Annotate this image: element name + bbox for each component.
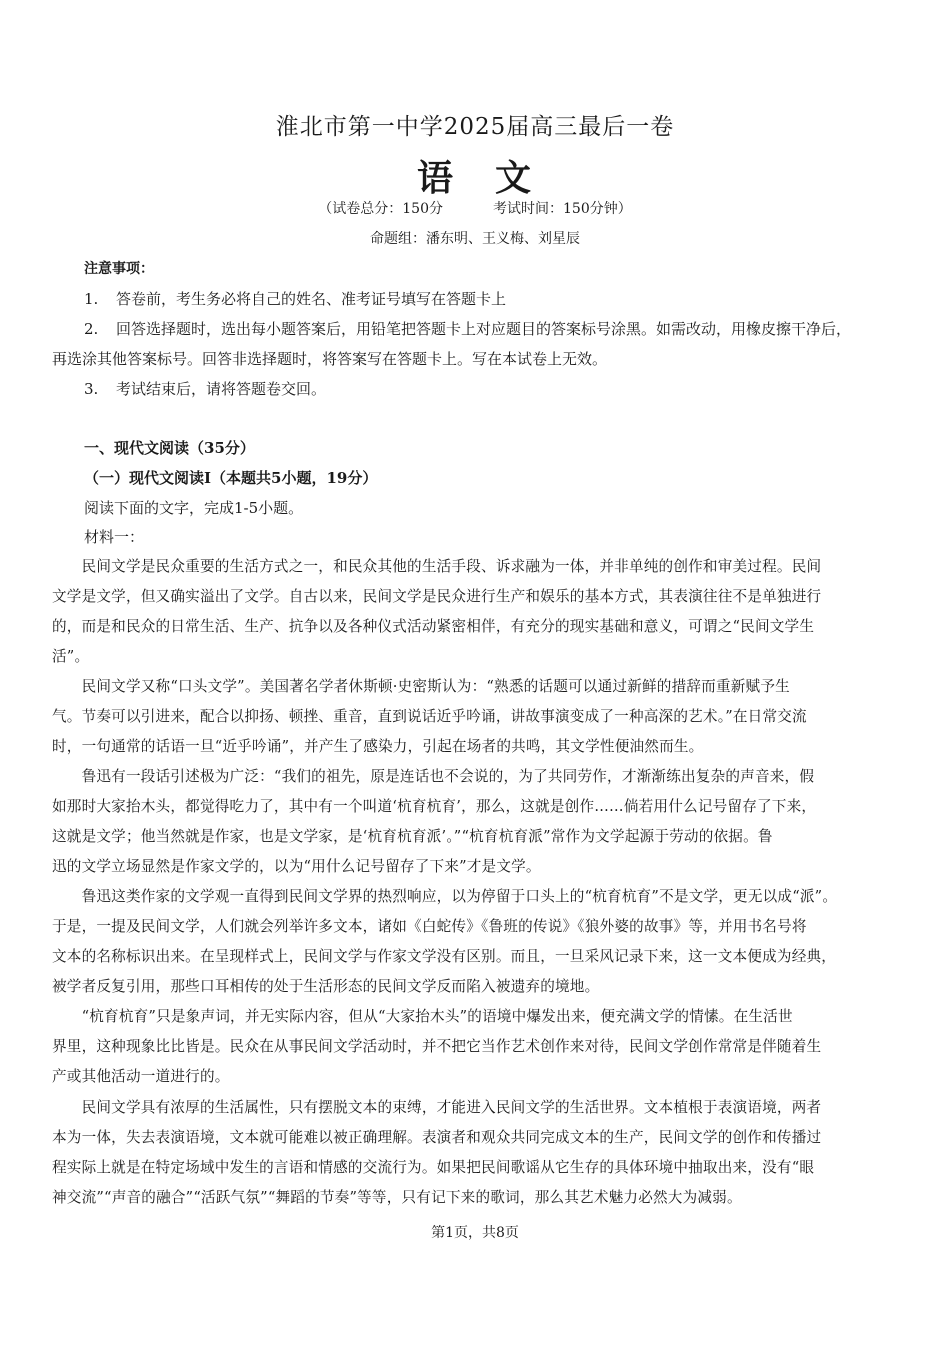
subject-title [0,150,950,201]
notice-number: 3. [84,380,99,398]
material-label: 材料一： [84,528,145,546]
passage-line: 民间文学是民众重要的生活方式之一，和民众其他的生活手段、诉求融为一体，并非单纯的创作和审美过程。民间 [52,558,822,575]
page-footer: 第1页，共8页 [431,1225,519,1241]
notice-text: 再选涂其他答案标号。回答非选择题时，将答案写在答题卡上。写在本试卷上无效。 [52,350,608,368]
passage-line: 鲁迅这类作家的文学观一直得到民间文学界的热烈响应，以为停留于口头上的“杭育杭育”不是文学，更无以成“派”。 [52,888,838,905]
passage-line: 民间文学具有浓厚的生活属性，只有摆脱文本的束缚，才能进入民间文学的生活世界。文本植根于表演语境，两者 [52,1099,822,1116]
passage-line: 这就是文学；他当然就是作家，也是文学家，是‘杭育杭育派’。”“杭育杭育派”常作为文学起源于劳动的依据。鲁 [52,828,773,845]
notice-item [52,288,902,309]
committee: 命题组：潘东明、王义梅、刘星辰 [370,231,580,247]
school-title: 淮北市第一中学2025届高三最后一卷 [275,114,675,140]
notice-number: 2. [84,320,99,338]
passage-line: 文学是文学，但又确实溢出了文学。自古以来，民间文学是民众进行生产和娱乐的基本方式，其表演往往不是单独进行 [52,588,822,605]
subject-char-2: 文 [495,157,534,199]
passage-line: 的，而是和民众的日常生活、生产、抗争以及各种仪式活动紧密相伴，有充分的现实基础和意义，可谓之“民间文学生 [52,618,815,635]
section-title: 一、现代文阅读（35分） [84,439,255,457]
notice-item-continued [52,348,902,369]
notice-text: 答卷前，考生务必将自己的姓名、准考证号填写在答题卡上 [116,290,507,308]
passage-line: 迅的文学立场显然是作家文学的，以为“用什么记号留存了下来”才是文学。 [52,858,541,875]
passage-line: 神交流”“声音的融合”“活跃气氛”“舞蹈的节奏”等等，只有记下来的歌词，那么其艺术魅力必然大为减弱。 [52,1189,742,1206]
notice-item [52,378,902,399]
passage-line: 鲁迅有一段话引述极为广泛：“我们的祖先，原是连话也不会说的，为了共同劳作，才渐渐练出复杂的声音来，假 [52,768,815,785]
notice-number: 1. [84,290,99,308]
passage-line: 于是，一提及民间文学，人们就会列举许多文本，诸如《白蛇传》《鲁班的传说》《狼外婆的故事》等，并用书名号将 [52,918,807,935]
total-score: （试卷总分：150分 [318,201,443,217]
passage-line: 时，一句通常的话语一旦“近乎吟诵”，并产生了感染力，引起在场者的共鸣，其文学性便油然而生。 [52,738,704,755]
notice-item [52,318,902,339]
passage-line: 程实际上就是在特定场域中发生的言语和情感的交流行为。如果把民间歌谣从它生存的具体环境中抽取出来，没有“眼 [52,1159,815,1176]
passage-line: 民间文学又称“口头文学”。美国著名学者休斯顿·史密斯认为：“熟悉的话题可以通过新鲜的措辞而重新赋予生 [52,678,790,695]
passage-line: 气。节奏可以引进来，配合以抑扬、顿挫、重音，直到说话近乎吟诵，讲故事演变成了一种高深的艺术。”在日常交流 [52,708,807,725]
notice-title: 注意事项： [84,261,154,277]
notice-text: 考试结束后，请将答题卷交回。 [116,380,327,398]
section-instruction: 阅读下面的文字，完成1-5小题。 [84,499,304,517]
section-subtitle: （一）现代文阅读Ⅰ（本题共5小题，19分） [84,469,378,487]
passage-line: 如那时大家抬木头，都觉得吃力了，其中有一个叫道‘杭育杭育’，那么，这就是创作……倘若用什么记号留存了下来， [52,798,817,815]
subject-char-1: 语 [416,157,455,199]
passage-line: 被学者反复引用，那些口耳相传的处于生活形态的民间文学反而陷入被遗弃的境地。 [52,978,600,995]
passage-line: 本为一体，失去表演语境，文本就可能难以被正确理解。表演者和观众共同完成文本的生产，民间文学的创作和传播过 [52,1129,822,1146]
passage-line: 产或其他活动一道进行的。 [52,1068,230,1085]
passage-line: 活”。 [52,648,90,665]
exam-info [0,198,950,218]
exam-time: 考试时间：150分钟） [493,201,632,217]
notice-text: 回答选择题时，选出每小题答案后，用铅笔把答题卡上对应题目的答案标号涂黑。如需改动，用橡皮擦干净后， [116,320,852,338]
passage-line: “杭育杭育”只是象声词，并无实际内容，但从“大家抬木头”的语境中爆发出来，便充满文学的情愫。在生活世 [52,1008,793,1025]
passage-line: 界里，这种现象比比皆是。民众在从事民间文学活动时，并不把它当作艺术创作来对待，民间文学创作常常是伴随着生 [52,1038,822,1055]
passage-line: 文本的名称标识出来。在呈现样式上，民间文学与作家文学没有区别。而且，一旦采风记录下来，这一文本便成为经典， [52,948,837,965]
